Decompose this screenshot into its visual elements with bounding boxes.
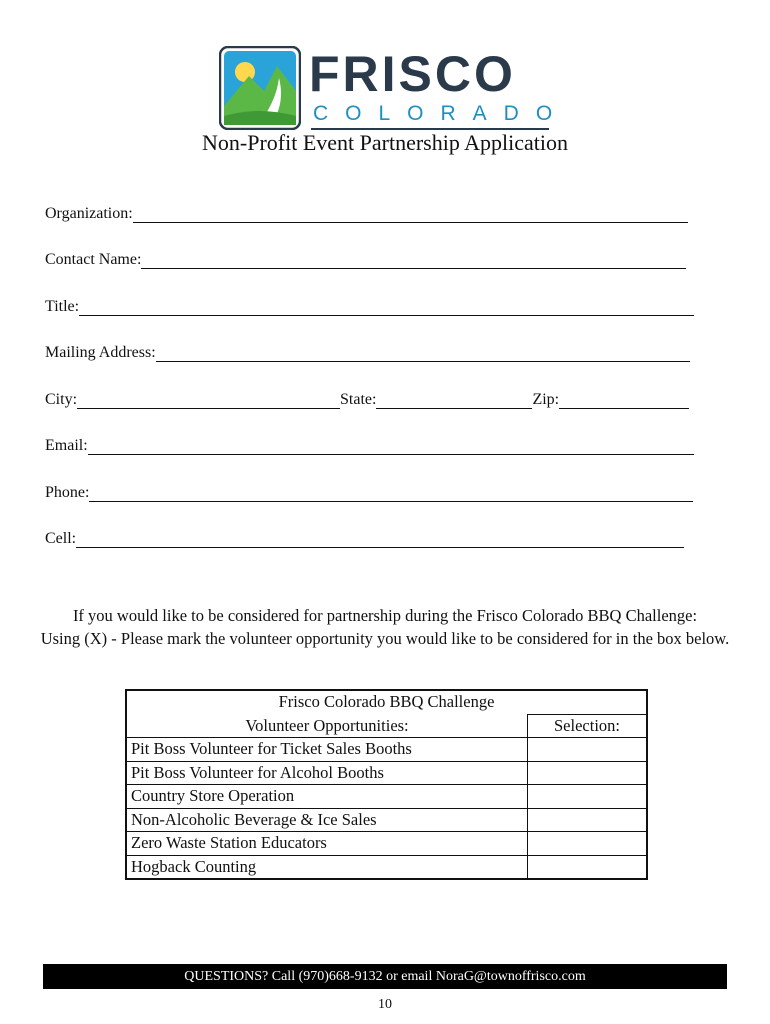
city-state-zip-field [45, 387, 689, 409]
title-label: Title: [45, 298, 80, 315]
opportunities-column-header: Volunteer Opportunities: [126, 714, 528, 738]
mailing-address-label: Mailing Address: [45, 344, 156, 361]
mountain-sail-icon [219, 46, 301, 130]
phone-input-line[interactable] [89, 485, 693, 502]
table-row [126, 785, 647, 809]
cell-label: Cell: [45, 530, 77, 547]
table-row [126, 855, 647, 879]
opportunity-label: Zero Waste Station Educators [126, 832, 528, 856]
city-input-line[interactable] [77, 392, 340, 409]
title-input-line[interactable] [79, 299, 694, 316]
table-row [126, 761, 647, 785]
selection-cell[interactable] [528, 785, 648, 809]
contact-name-label: Contact Name: [45, 251, 142, 268]
instructions-line-2: Using (X) - Please mark the volunteer opportunity you would like to be considered for in the box below. [40, 629, 730, 648]
table-row [126, 738, 647, 762]
table-row [126, 832, 647, 856]
selection-column-header: Selection: [528, 714, 648, 738]
state-label: State: [340, 391, 377, 408]
title-field [45, 294, 694, 316]
logo-subtitle: COLORADO [313, 102, 570, 125]
email-label: Email: [45, 437, 88, 454]
opportunity-label: Country Store Operation [126, 785, 528, 809]
organization-label: Organization: [45, 205, 133, 222]
selection-cell[interactable] [528, 832, 648, 856]
volunteer-opportunities-table [125, 689, 648, 880]
zip-label: Zip: [532, 391, 560, 408]
email-input-line[interactable] [88, 438, 694, 455]
zip-input-line[interactable] [559, 392, 689, 409]
state-input-line[interactable] [376, 392, 532, 409]
opportunity-label: Pit Boss Volunteer for Ticket Sales Booths [126, 738, 528, 762]
city-label: City: [45, 391, 78, 408]
phone-label: Phone: [45, 484, 90, 501]
instructions [40, 604, 730, 650]
table-heading: Frisco Colorado BBQ Challenge [126, 690, 647, 714]
questions-footer: QUESTIONS? Call (970)668-9132 or email NoraG@townoffrisco.com [43, 964, 727, 989]
frisco-logo [219, 46, 570, 132]
organization-input-line[interactable] [133, 206, 688, 223]
mailing-address-input-line[interactable] [156, 345, 690, 362]
cell-field [45, 526, 684, 548]
page-title: Non-Profit Event Partnership Application [202, 130, 568, 155]
contact-name-field [45, 247, 686, 269]
selection-cell[interactable] [528, 855, 648, 879]
cell-input-line[interactable] [76, 531, 684, 548]
opportunity-label: Hogback Counting [126, 855, 528, 879]
mailing-address-field [45, 340, 690, 362]
selection-cell[interactable] [528, 808, 648, 832]
opportunity-label: Non-Alcoholic Beverage & Ice Sales [126, 808, 528, 832]
email-field [45, 433, 694, 455]
contact-name-input-line[interactable] [141, 252, 686, 269]
logo-wordmark: FRISCO [309, 46, 516, 102]
phone-field [45, 480, 693, 502]
page-number: 10 [378, 997, 392, 1012]
instructions-line-1: If you would like to be considered for partnership during the Frisco Colorado BBQ Challenge: [72, 606, 698, 625]
organization-field [45, 201, 688, 223]
opportunity-label: Pit Boss Volunteer for Alcohol Booths [126, 761, 528, 785]
table-row [126, 808, 647, 832]
selection-cell[interactable] [528, 738, 648, 762]
selection-cell[interactable] [528, 761, 648, 785]
